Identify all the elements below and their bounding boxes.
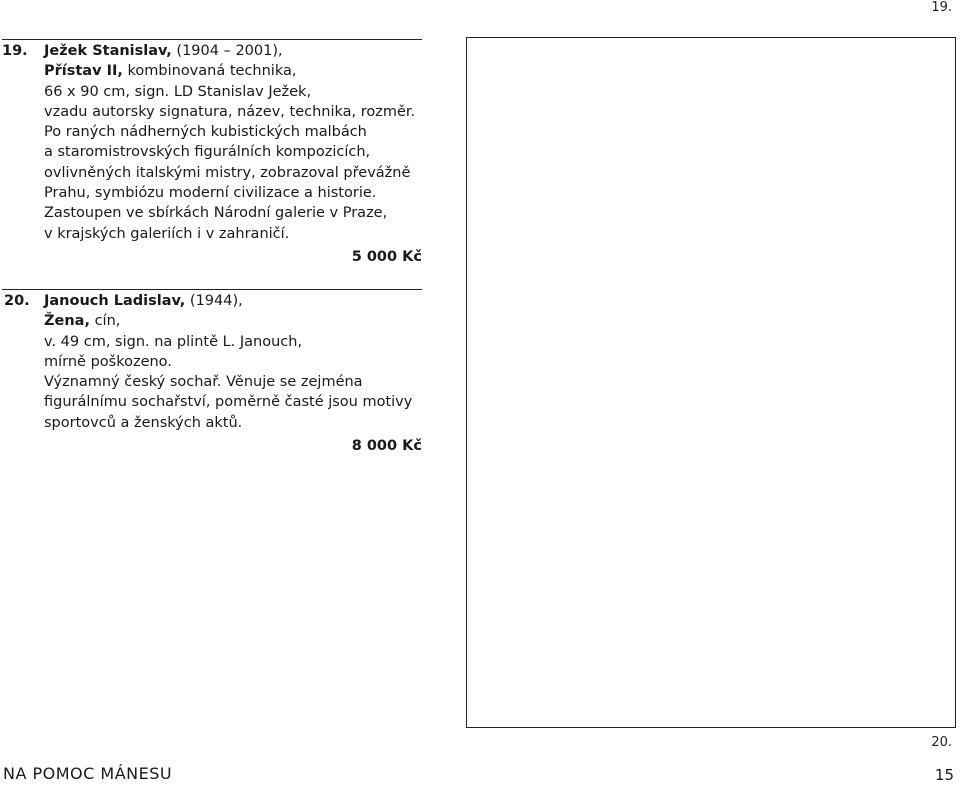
lot-line: Prahu, symbiózu moderní civilizace a historie. bbox=[44, 185, 377, 202]
lot-line: 66 x 90 cm, sign. LD Stanislav Ježek, bbox=[44, 83, 312, 100]
lot-author: Janouch Ladislav, bbox=[44, 293, 186, 309]
lot-author: Ježek Stanislav, bbox=[44, 43, 172, 59]
lot-price: 8 000 Kč bbox=[351, 438, 422, 455]
artwork-image-frame bbox=[466, 37, 956, 728]
page-number: 15 bbox=[934, 766, 954, 784]
lot-entry-19 bbox=[2, 41, 422, 267]
lot-line: v. 49 cm, sign. na plintě L. Janouch, bbox=[44, 333, 303, 350]
lot-price: 5 000 Kč bbox=[351, 248, 422, 265]
lot-line: Významný český sochař. Věnuje se zejména bbox=[44, 374, 363, 391]
lot-number: 20. bbox=[4, 293, 30, 309]
lot-line: Po raných nádherných kubistických malbách bbox=[44, 124, 367, 141]
lot-line: a staromistrovských figurálních kompozicích, bbox=[44, 144, 371, 161]
lot-line: sportovců a ženských aktů. bbox=[44, 414, 243, 431]
lot-line: v krajských galeriích i v zahraničí. bbox=[44, 225, 290, 242]
divider-rule bbox=[2, 39, 422, 40]
image-number-bottom: 20. bbox=[931, 735, 952, 750]
lot-description bbox=[44, 41, 422, 267]
lot-dates: (1944), bbox=[185, 293, 243, 309]
lot-line: figurálnímu sochařství, poměrně časté jsou motivy bbox=[44, 394, 413, 411]
lot-title: Žena, bbox=[44, 313, 90, 330]
lot-line: vzadu autorsky signatura, název, technika, rozměr. bbox=[44, 103, 416, 120]
lot-medium: kombinovaná technika, bbox=[122, 63, 297, 80]
lot-dates: (1904 – 2001), bbox=[171, 43, 283, 59]
lot-number: 19. bbox=[2, 43, 28, 59]
lot-medium: cín, bbox=[89, 313, 121, 330]
divider-rule bbox=[2, 289, 422, 290]
image-number-top: 19. bbox=[931, 0, 952, 15]
lot-line: ovlivněných italskými mistry, zobrazoval převážně bbox=[44, 164, 411, 181]
lot-description bbox=[44, 291, 422, 456]
lot-line: mírně poškozeno. bbox=[44, 353, 172, 370]
catalog-title: NA POMOC MÁNESU bbox=[3, 764, 173, 783]
lot-entry-20 bbox=[2, 291, 422, 456]
lot-line: Zastoupen ve sbírkách Národní galerie v Praze, bbox=[44, 205, 388, 222]
lot-title: Přístav II, bbox=[44, 63, 123, 80]
